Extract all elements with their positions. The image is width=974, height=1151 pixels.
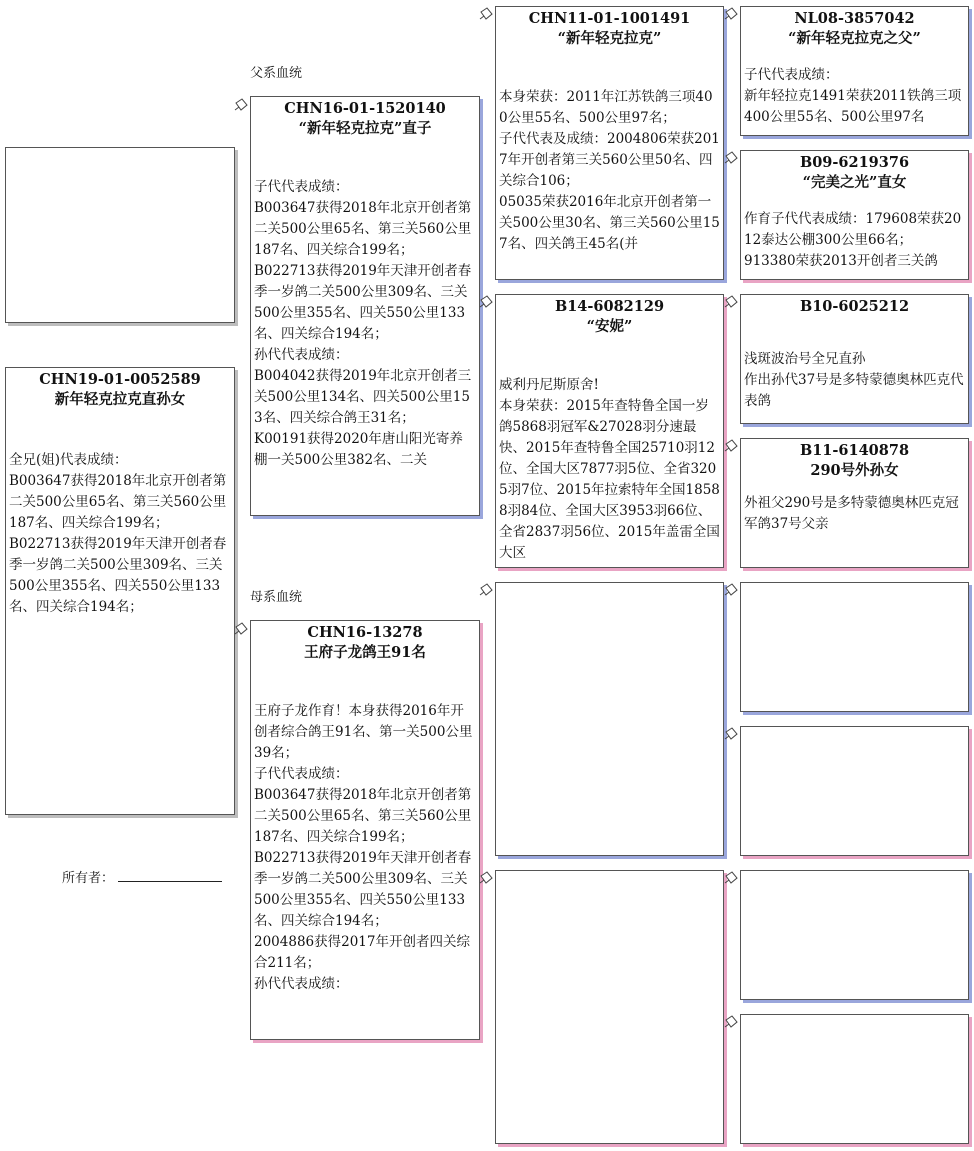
photo-box (5, 147, 235, 323)
sss-card (740, 6, 969, 136)
sire-name: “新年轻克拉克”直子 (298, 120, 432, 137)
connector-icon (724, 439, 738, 453)
subject-body: 全兄(姐)代表成绩： B003647获得2018年北京开创者第二关500公里65名、第三关560公里187名、四关综合199名； B022713获得2019年天津开创者春季一岁鸽二关500公里309名、三关500公里355名、四关550公里133名、四关综合194名； (9, 452, 227, 615)
sire-body: 子代代表成绩： B003647获得2018年北京开创者第二关500公里65名、第三关560公里187名、四关综合199名； B022713获得2019年天津开创者春季一岁鸽二关500公里309名、三关500公里355名、四关550公里133名、四关综合194名； 孙代代表成绩： B004042获得2019年北京开创者三关500公里134名、四关500公里153名、四关综合鸽王31名； K00191获得2020年唐山阳光寄养棚一关500公里382名、二关 (254, 179, 472, 468)
sire-dam-body: 威利丹尼斯原舍! 本身荣获：2015年查特鲁全国一岁鸽5868羽冠军&27028羽分速最快、2015年查特鲁全国25710羽12位、全国大区7877羽5位、全省3205羽7位、2015年拉索特年全国18588羽84位、全国大区3953羽66位、全省2837羽56位、2015年盖雷全国大区 (499, 377, 720, 561)
ssd-card (740, 150, 969, 280)
connector-icon (234, 98, 248, 112)
dam-body: 王府子龙作育！本身获得2016年开创者综合鸽王91名、第一关500公里39名； 子代代表成绩： B003647获得2018年北京开创者第二关500公里65名、第三关560公里187名、四关综合199名； B022713获得2019年天津开创者春季一岁鸽二关500公里309名、三关500公里355名、四关550公里133名、四关综合194名； 2004886获得2017年开创者四关综合211名； 孙代代表成绩： (254, 703, 473, 992)
ssd-id: B09-6219376 (799, 154, 910, 171)
dam-id: CHN16-13278 (307, 624, 423, 641)
sss-name: “新年轻克拉克之父” (788, 30, 921, 47)
connector-icon (479, 295, 493, 309)
sds-name (744, 317, 965, 337)
connector-icon (724, 151, 738, 165)
dam-dam-card (495, 870, 724, 1144)
dam-name: 王府子龙鸽王91名 (304, 644, 426, 661)
owner-text: 所有者： (62, 871, 115, 886)
maternal-label: 母系血统 (250, 590, 303, 605)
sire-sire-name: “新年轻克拉克” (557, 30, 662, 47)
connector-icon (724, 583, 738, 597)
connector-icon (479, 7, 493, 21)
sss-id: NL08-3857042 (794, 10, 915, 27)
sss-body: 子代代表成绩： 新年轻拉克1491荣获2011铁鸽三项400公里55名、500公里97名 (744, 67, 962, 125)
sire-dam-name: “安妮” (586, 318, 633, 335)
sire-sire-card (495, 6, 724, 280)
owner-label (62, 867, 222, 886)
connector-icon (724, 727, 738, 741)
sire-id: CHN16-01-1520140 (284, 100, 446, 117)
sdd-card (740, 438, 969, 568)
sire-sire-body: 本身荣获：2011年江苏铁鸽三项400公里55名、500公里97名； 子代代表及成绩：2004806荣获2017年开创者第三关560公里50名、四关综合106； 05035荣获2016年北京开创者第一关500公里30名、第三关560公里157名、四关鸽王45名(并 (499, 89, 720, 252)
dam-sire-card (495, 582, 724, 856)
subject-card (5, 367, 235, 815)
connector-icon (724, 7, 738, 21)
subject-id: CHN19-01-0052589 (39, 371, 201, 388)
dss-card (740, 582, 969, 712)
connector-icon (724, 295, 738, 309)
sds-card (740, 294, 969, 424)
sire-dam-id: B14-6082129 (554, 298, 665, 315)
connector-icon (234, 622, 248, 636)
connector-icon (479, 583, 493, 597)
subject-name: 新年轻克拉克直孙女 (54, 391, 186, 408)
ddd-card (740, 1014, 969, 1144)
dam-card (250, 620, 480, 1040)
connector-icon (724, 871, 738, 885)
sdd-body: 外祖父290号是多特蒙德奥林匹克冠军鸽37号父亲 (744, 495, 959, 532)
sire-sire-id: CHN11-01-1001491 (528, 10, 691, 27)
owner-field[interactable] (118, 869, 222, 882)
dds-card (740, 870, 969, 1000)
paternal-label: 父系血统 (250, 66, 303, 81)
sdd-name: 290号外孙女 (810, 462, 899, 479)
connector-icon (724, 1015, 738, 1029)
connector-icon (479, 871, 493, 885)
ssd-name: “完美之光”直女 (802, 174, 907, 191)
sds-body: 浅斑波治号全兄直孙 作出孙代37号是多特蒙德奥林匹克代表鸽 (744, 351, 964, 409)
sdd-id: B11-6140878 (799, 442, 910, 459)
sire-card (250, 96, 480, 516)
ssd-body: 作育子代代表成绩：179608荣获2012泰达公棚300公里66名； 913380荣获2013开创者三关鸽 (744, 211, 962, 269)
sds-id: B10-6025212 (799, 298, 910, 315)
sire-dam-card (495, 294, 724, 568)
dsd-card (740, 726, 969, 856)
